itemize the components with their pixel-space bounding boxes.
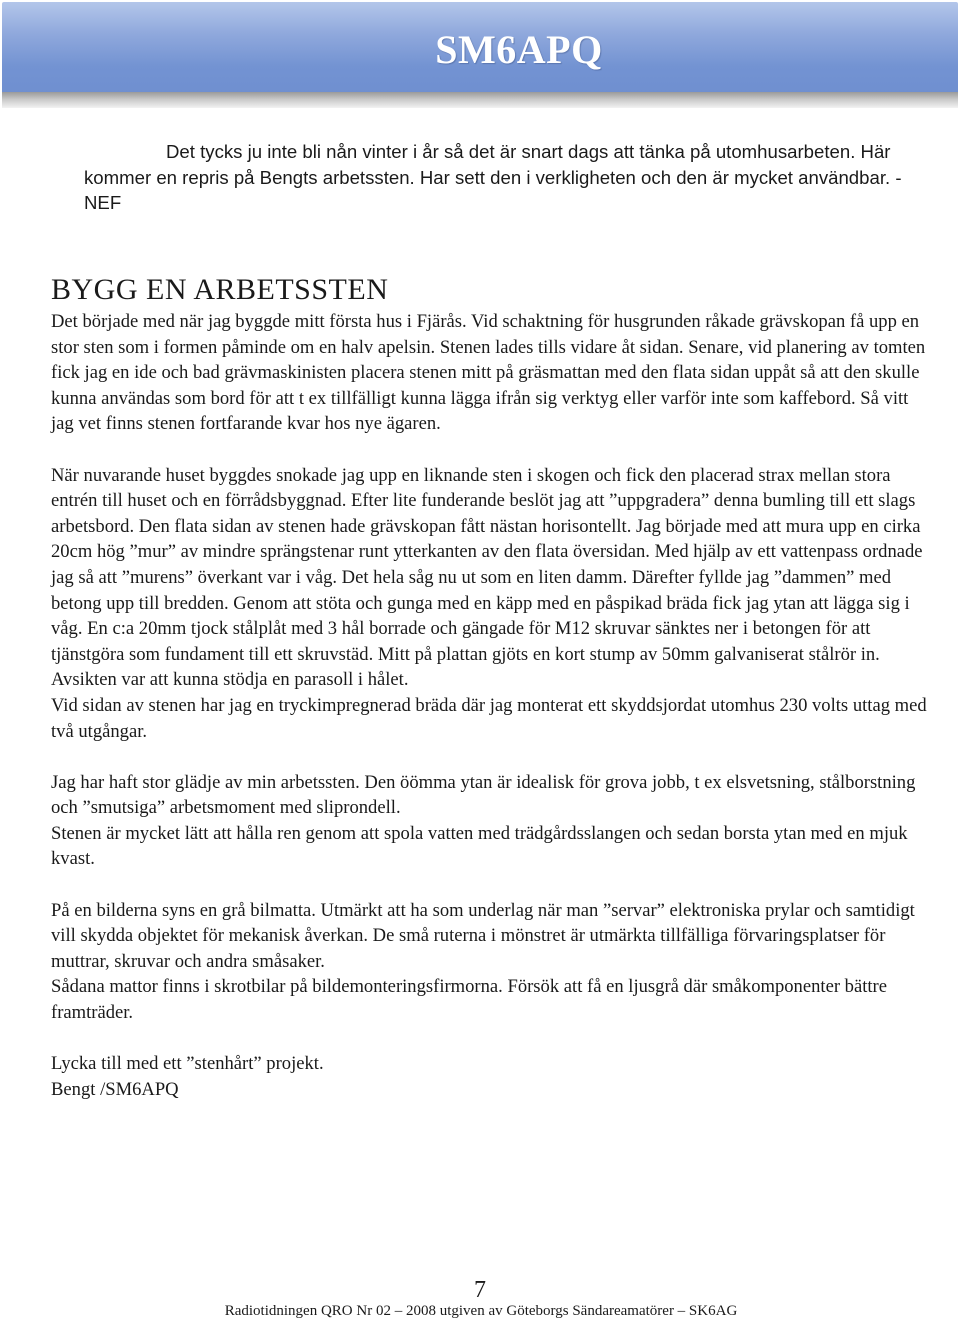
- page-title: SM6APQ: [435, 27, 603, 72]
- paragraph-gap: [51, 744, 931, 770]
- article-paragraph: Det började med när jag byggde mitt första hus i Fjärås. Vid schaktning för husgrunden råkade grävskopan få upp en stor sten som i formen påminde om en halv apelsin. Stenen lades tills vidare åt sidan. Senare, vid planering av tomten fick jag en ide och bad grävmaskinisten placera stenen mitt på gräsmattan med den flata sidan uppåt så att den skulle kunna användas som bord för att t ex tillfälligt kunna lägga ifrån sig verktyg eller varför inte som kaffebord. Så vitt jag vet finns stenen fortfarande kvar hos nye ägaren.: [51, 311, 926, 435]
- banner-shadow: [2, 92, 958, 108]
- article-paragraph: Jag har haft stor glädje av min arbetssten. Den öömma ytan är idealisk för grova jobb, t ex elsvetsning, stålborstning och ”smutsiga” arbetsmoment med sliprondell.: [51, 771, 916, 819]
- footer-text: Radiotidningen QRO Nr 02 – 2008 utgiven av Göteborgs Sändareamatörer – SK6AG: [224, 1303, 738, 1319]
- article-paragraph: På en bilderna syns en grå bilmatta. Utmärkt att ha som underlag när man ”servar” elektroniska prylar och samtidigt vill skydda objektet för mekanisk åverkan. De små ruterna i mönstret är utmärkta tillfälliga förvaringsplatser för muttrar, skruvar och andra småsaker.: [51, 899, 915, 972]
- article-title: BYGG EN ARBETSSTEN: [51, 273, 389, 306]
- article-paragraph: Stenen är mycket lätt att hålla ren genom att spola vatten med trädgårdsslangen och sedan borsta ytan med en mjuk kvast.: [51, 822, 908, 870]
- paragraph-gap: [51, 1026, 931, 1052]
- author-signature: Bengt /SM6APQ: [51, 1078, 179, 1100]
- paragraph-gap: [51, 872, 931, 898]
- intro-note: [84, 139, 924, 216]
- article-paragraph: Sådana mattor finns i skrotbilar på bildemonteringsfirmorna. Försök att få en ljusgrå där småkomponenter bättre framträder.: [51, 976, 887, 1024]
- article-paragraph: Vid sidan av stenen har jag en tryckimpregnerad bräda där jag monterat ett skyddsjordat utomhus 230 volts uttag med två utgångar.: [51, 694, 927, 742]
- paragraph-gap: [51, 437, 931, 463]
- header-banner: [2, 2, 958, 94]
- intro-text: Det tycks ju inte bli nån vinter i år så det är snart dags att tänka på utomhusarbeten. Här kommer en repris på Bengts arbetssten. Har sett den i verkligheten och den är mycket användbar. -NEF: [84, 141, 902, 213]
- closing-line: Lycka till med ett ”stenhårt” projekt.: [51, 1053, 324, 1075]
- article-paragraph: När nuvarande huset byggdes snokade jag upp en liknande sten i skogen och fick den placerad strax mellan stora entrén till huset och en förrådsbyggnad. Efter lite funderande beslöt jag att ”uppgradera” denna bumling till ett slags arbetsbord. Den flata sidan av stenen hade grävskopan fått nästan horisontellt. Jag började med att mura upp en cirka 20cm hög ”mur” av mindre sprängstenar runt ytterkanten av den flata översidan. Med hjälp av ett vattenpass ordnade jag så att ”murens” överkant var i våg. Det hela såg nu ut som en liten damm. Därefter fyllde jag ”dammen” med betong upp till bredden. Genom att stöta och gunga med en käpp med en påspikad bräda fick jag ytan att lägga sig i våg. En c:a 20mm tjock stålplåt med 3 hål borrade och gängade för M12 skruvar sänktes ner i betongen för att tjänstgöra som fundament till ett skruvstäd. Mitt på plattan gjöts en kort stump av 50mm galvaniserat stålrör in. Avsikten var att kunna stödja en parasoll i hålet.: [51, 464, 923, 691]
- page-number: 7: [474, 1277, 486, 1303]
- article-body: [51, 309, 931, 1102]
